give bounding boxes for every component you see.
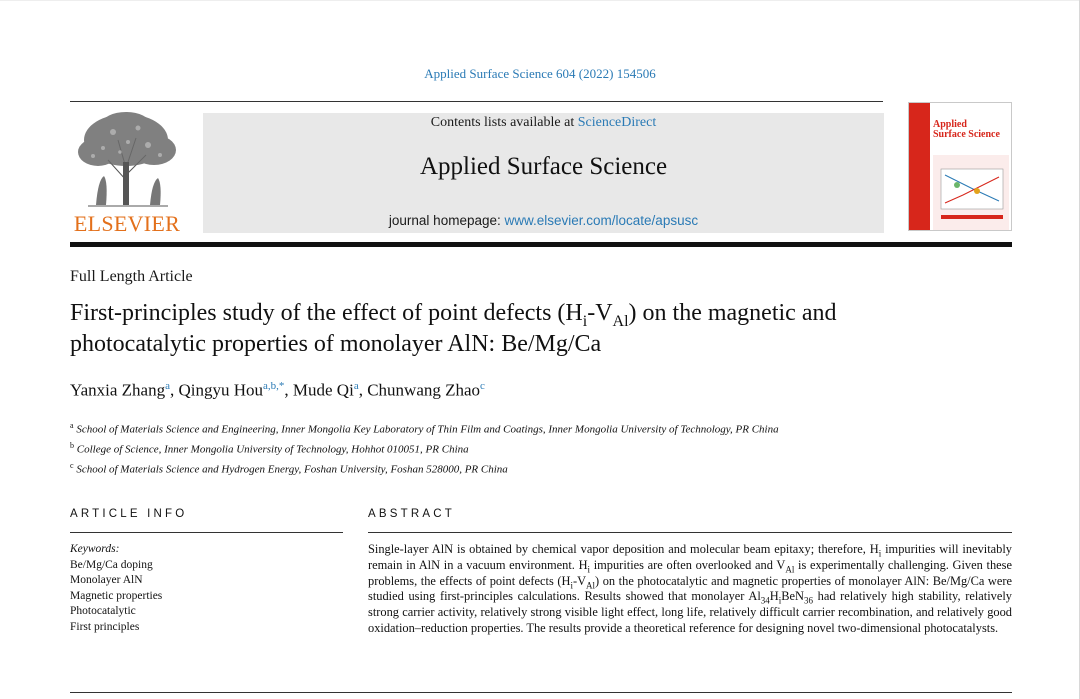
author-affil-mark[interactable]: a	[165, 380, 170, 392]
keywords-label: Keywords:	[70, 543, 120, 555]
abstract-subscript: 36	[803, 595, 813, 606]
title-subscript: Al	[612, 312, 629, 330]
abstract-segment: -V	[572, 573, 587, 588]
title-subscript: i	[582, 312, 588, 330]
affiliation-item	[70, 458, 779, 478]
cover-red-band	[909, 103, 930, 231]
affiliation-text: College of Science, Inner Mongolia University of Technology, Hohhot 010051, PR China	[76, 443, 469, 456]
abstract-segment: impurities will inevitably remain in AlN in a vacuum environment. H	[368, 542, 1012, 572]
title-part: First-principles study of the effect of point defects (H	[70, 300, 583, 326]
abstract-rule	[368, 532, 1012, 533]
cover-graphic-icon	[933, 155, 1009, 231]
abstract-subscript: i	[878, 548, 882, 559]
affiliation-mark: a	[70, 421, 74, 430]
author-separator: ,	[358, 380, 368, 400]
article-title	[70, 298, 970, 360]
abstract-segment: ) on the photocatalytic and magnetic properties of monolayer AlN: Be/Mg/Ca were studied using first-principles calculations. Results showed that monolayer Al	[368, 573, 1012, 604]
article-info-rule	[70, 532, 343, 533]
contents-prefix: Contents lists available at	[430, 115, 578, 130]
abstract-segment: had relatively high stability, relatively strong carrier activity, relatively strong visible light effect, long life, relatively difficult carrier recombination, and relatively good oxidation–reduction properties. The results provide a theoretical reference for designing novel two-dimensional photocatalysts.	[368, 589, 1012, 635]
author-name[interactable]: Chunwang Zhao	[367, 380, 481, 400]
abstract-segment: is experimentally challenging. Given these problems, the effects of point defects (H	[368, 557, 1012, 588]
affiliation-text: School of Materials Science and Engineering, Inner Mongolia Key Laboratory of Thin Film and Coatings, Inner Mongolia University of Technology, PR China	[76, 423, 779, 436]
abstract-segment: impurities are often overlooked and V	[590, 557, 786, 572]
homepage-prefix: journal homepage:	[388, 213, 505, 228]
cover-title-line1: Applied	[933, 119, 967, 130]
affiliation-item	[70, 418, 779, 438]
abstract-bottom-rule	[70, 692, 1012, 693]
author-list	[70, 380, 485, 401]
abstract-text	[368, 542, 1012, 637]
author-affil-mark[interactable]: a,b,*	[263, 380, 285, 392]
author-separator: ,	[284, 380, 293, 400]
affiliation-mark: c	[70, 461, 74, 471]
abstract-subscript: Al	[785, 564, 795, 575]
author-affil-mark[interactable]: a	[353, 380, 359, 392]
abstract-subscript: Al	[586, 580, 596, 591]
title-part: -V	[587, 300, 613, 326]
keyword-item: Magnetic properties	[70, 589, 163, 602]
elsevier-wordmark: ELSEVIER	[73, 211, 181, 236]
abstract-segment: BeN	[781, 589, 804, 604]
abstract-subscript: 34	[760, 595, 770, 606]
keyword-item: Photocatalytic	[70, 605, 136, 618]
author-name[interactable]: Qingyu Hou	[178, 380, 263, 400]
keyword-item: First principles	[70, 620, 140, 633]
abstract-segment: Single-layer AlN is obtained by chemical vapor deposition and molecular beam epitaxy; therefore, H	[368, 542, 879, 556]
keyword-item: Monolayer AlN	[70, 574, 143, 587]
keyword-item: Be/Mg/Ca doping	[70, 558, 153, 571]
page-top-border	[0, 0, 1080, 1]
title-part: ) on the magnetic and photocatalytic properties of monolayer AlN: Be/Mg/Ca	[70, 300, 837, 357]
affiliation-item	[70, 438, 779, 458]
author-affil-mark[interactable]: c	[480, 380, 485, 392]
journal-name: Applied Surface Science	[419, 153, 668, 180]
sciencedirect-link[interactable]: ScienceDirect	[577, 115, 657, 130]
journal-cover-thumbnail[interactable]	[908, 102, 1012, 231]
journal-header-box	[203, 113, 884, 233]
keywords-block	[70, 542, 162, 636]
affiliation-list	[70, 418, 779, 478]
header-thick-rule	[70, 242, 1012, 247]
affiliation-text: School of Materials Science and Hydrogen Energy, Foshan University, Foshan 528000, PR China	[76, 463, 508, 476]
abstract-subscript: i	[778, 595, 782, 606]
cover-title-line2: Surface Science	[933, 129, 1000, 140]
affiliation-mark: b	[70, 441, 74, 451]
elsevier-logo[interactable]	[68, 110, 186, 234]
cover-title	[933, 120, 1000, 140]
journal-homepage-line	[203, 213, 884, 228]
article-info-heading: ARTICLE INFO	[70, 508, 188, 520]
author-name[interactable]: Mude Qi	[292, 380, 354, 400]
abstract-subscript: i	[587, 564, 591, 575]
article-type: Full Length Article	[70, 268, 193, 285]
elsevier-tree-icon	[68, 110, 186, 208]
abstract-subscript: i	[570, 580, 573, 591]
abstract-heading: ABSTRACT	[368, 508, 455, 520]
abstract-segment: H	[769, 589, 779, 604]
author-name[interactable]: Yanxia Zhang	[70, 380, 166, 400]
contents-line	[203, 115, 884, 131]
homepage-link[interactable]: www.elsevier.com/locate/apsusc	[504, 213, 699, 228]
header-rule	[70, 101, 883, 102]
journal-citation[interactable]: Applied Surface Science 604 (2022) 154506	[424, 66, 656, 81]
author-separator: ,	[169, 380, 179, 400]
